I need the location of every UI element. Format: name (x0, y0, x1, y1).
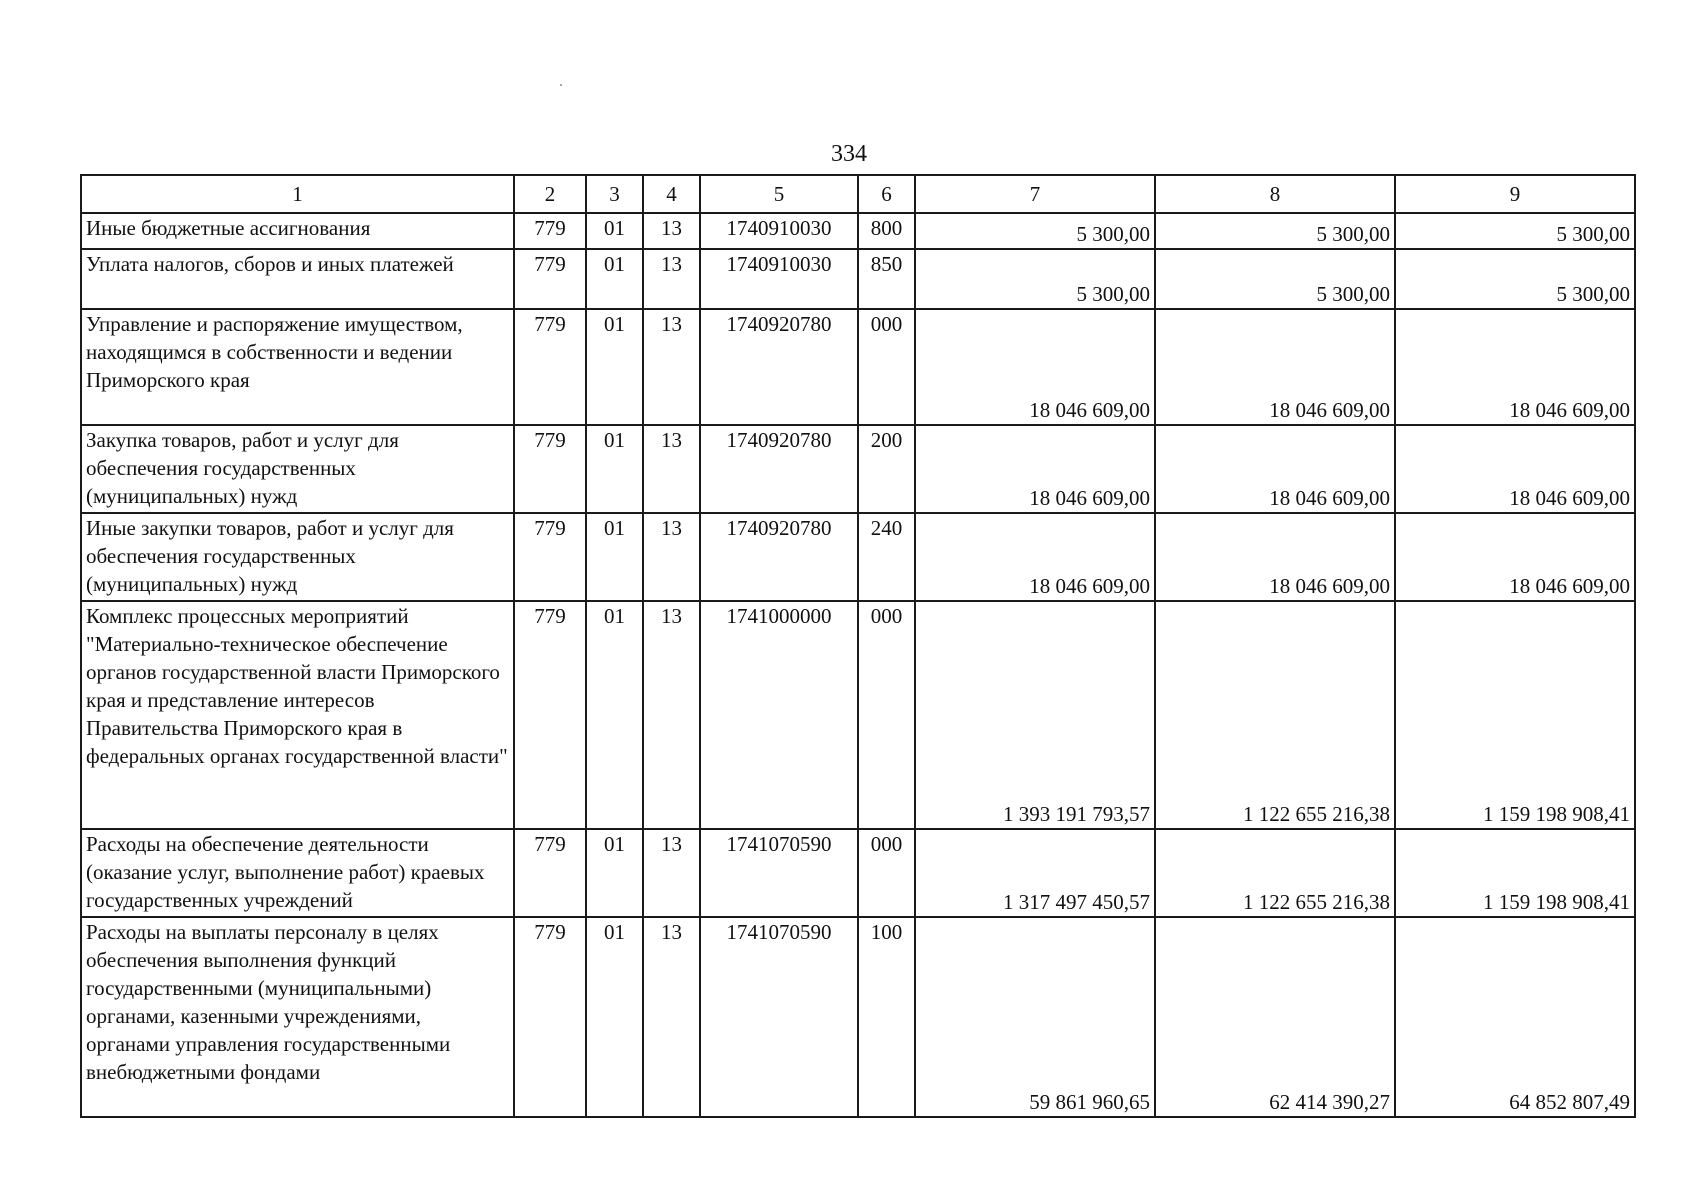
cell-col3: 01 (586, 829, 643, 917)
cell-col4: 13 (643, 513, 700, 601)
table-row (81, 249, 1635, 309)
cell-col2: 779 (514, 917, 586, 1117)
table-row (81, 213, 1635, 249)
cell-col5: 1740920780 (700, 425, 858, 513)
cell-col5: 1741070590 (700, 917, 858, 1117)
cell-col8: 1 122 655 216,38 (1155, 829, 1395, 917)
cell-col8: 18 046 609,00 (1155, 513, 1395, 601)
cell-col6: 800 (858, 213, 915, 249)
cell-col8: 18 046 609,00 (1155, 425, 1395, 513)
cell-col5: 1740910030 (700, 213, 858, 249)
cell-col9: 5 300,00 (1395, 249, 1635, 309)
cell-col2: 779 (514, 213, 586, 249)
cell-col9: 18 046 609,00 (1395, 425, 1635, 513)
cell-col6: 000 (858, 601, 915, 829)
cell-col9: 18 046 609,00 (1395, 309, 1635, 425)
cell-col5: 1740920780 (700, 513, 858, 601)
cell-col2: 779 (514, 309, 586, 425)
cell-col7: 5 300,00 (915, 213, 1155, 249)
table-row (81, 513, 1635, 601)
scan-speck (560, 84, 562, 86)
row-name: Комплекс процессных мероприятий "Материально-техническое обеспечение органов государственной власти Приморского края и представление интересов Правительства Приморского края в федеральных органах государственной власти" (81, 601, 514, 829)
cell-col8: 5 300,00 (1155, 213, 1395, 249)
cell-col9: 18 046 609,00 (1395, 513, 1635, 601)
cell-col7: 18 046 609,00 (915, 425, 1155, 513)
cell-col7: 5 300,00 (915, 249, 1155, 309)
cell-col2: 779 (514, 829, 586, 917)
cell-col2: 779 (514, 425, 586, 513)
cell-col8: 18 046 609,00 (1155, 309, 1395, 425)
table-row (81, 917, 1635, 1117)
cell-col7: 59 861 960,65 (915, 917, 1155, 1117)
page-number: 334 (831, 141, 867, 167)
column-header: 8 (1155, 175, 1395, 213)
table-row (81, 829, 1635, 917)
cell-col7: 1 317 497 450,57 (915, 829, 1155, 917)
table-header-row (81, 175, 1635, 213)
row-name: Управление и распоряжение имуществом, находящимся в собственности и ведении Приморского края (81, 309, 514, 425)
cell-col4: 13 (643, 425, 700, 513)
cell-col3: 01 (586, 513, 643, 601)
table-row (81, 425, 1635, 513)
cell-col4: 13 (643, 309, 700, 425)
cell-col7: 18 046 609,00 (915, 309, 1155, 425)
cell-col3: 01 (586, 601, 643, 829)
cell-col2: 779 (514, 601, 586, 829)
cell-col4: 13 (643, 249, 700, 309)
cell-col4: 13 (643, 213, 700, 249)
cell-col5: 1740920780 (700, 309, 858, 425)
cell-col3: 01 (586, 917, 643, 1117)
cell-col6: 850 (858, 249, 915, 309)
cell-col5: 1741070590 (700, 829, 858, 917)
cell-col4: 13 (643, 601, 700, 829)
row-name: Закупка товаров, работ и услуг для обеспечения государственных (муниципальных) нужд (81, 425, 514, 513)
cell-col6: 200 (858, 425, 915, 513)
row-name: Иные закупки товаров, работ и услуг для обеспечения государственных (муниципальных) нужд (81, 513, 514, 601)
column-header: 9 (1395, 175, 1635, 213)
row-name: Иные бюджетные ассигнования (81, 213, 514, 249)
cell-col2: 779 (514, 513, 586, 601)
cell-col3: 01 (586, 309, 643, 425)
cell-col3: 01 (586, 425, 643, 513)
row-name: Расходы на выплаты персоналу в целях обеспечения выполнения функций государственными (муниципальными) органами, казенными учреждениями, органами управления государственными внебюджетными фондами (81, 917, 514, 1117)
cell-col3: 01 (586, 213, 643, 249)
cell-col3: 01 (586, 249, 643, 309)
cell-col5: 1741000000 (700, 601, 858, 829)
cell-col6: 100 (858, 917, 915, 1117)
cell-col4: 13 (643, 917, 700, 1117)
column-header: 3 (586, 175, 643, 213)
budget-table (80, 174, 1636, 1118)
cell-col8: 1 122 655 216,38 (1155, 601, 1395, 829)
cell-col7: 1 393 191 793,57 (915, 601, 1155, 829)
cell-col8: 62 414 390,27 (1155, 917, 1395, 1117)
cell-col9: 1 159 198 908,41 (1395, 829, 1635, 917)
row-name: Уплата налогов, сборов и иных платежей (81, 249, 514, 309)
cell-col6: 000 (858, 309, 915, 425)
cell-col7: 18 046 609,00 (915, 513, 1155, 601)
cell-col6: 240 (858, 513, 915, 601)
column-header: 2 (514, 175, 586, 213)
column-header: 6 (858, 175, 915, 213)
cell-col9: 5 300,00 (1395, 213, 1635, 249)
cell-col2: 779 (514, 249, 586, 309)
cell-col9: 1 159 198 908,41 (1395, 601, 1635, 829)
cell-col4: 13 (643, 829, 700, 917)
cell-col6: 000 (858, 829, 915, 917)
table-row (81, 601, 1635, 829)
column-header: 1 (81, 175, 514, 213)
column-header: 4 (643, 175, 700, 213)
cell-col9: 64 852 807,49 (1395, 917, 1635, 1117)
row-name: Расходы на обеспечение деятельности (оказание услуг, выполнение работ) краевых государственных учреждений (81, 829, 514, 917)
cell-col5: 1740910030 (700, 249, 858, 309)
column-header: 7 (915, 175, 1155, 213)
table-row (81, 309, 1635, 425)
cell-col8: 5 300,00 (1155, 249, 1395, 309)
column-header: 5 (700, 175, 858, 213)
